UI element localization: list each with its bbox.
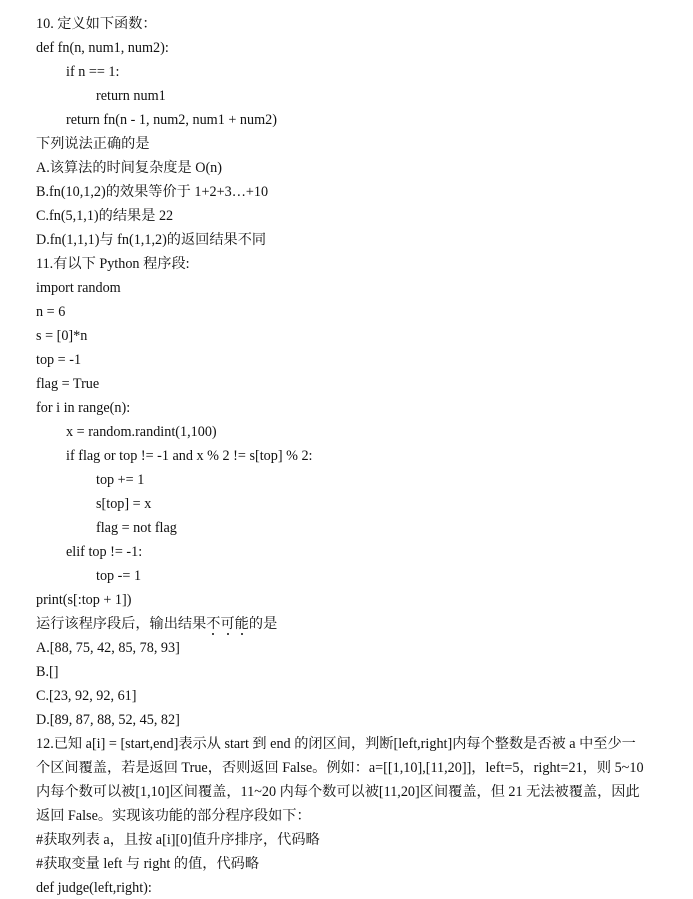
q10-code-line: def fn(n, num1, num2): bbox=[36, 40, 169, 56]
q11-code-line: x = random.randint(1,100) bbox=[66, 424, 217, 440]
emphasis-char: 能 bbox=[234, 616, 249, 632]
q11-option-a: A.[88, 75, 42, 85, 78, 93] bbox=[36, 640, 180, 656]
q11-code-line: print(s[:top + 1]) bbox=[36, 592, 132, 608]
q12-comment: #获取列表 a，且按 a[i][0]值升序排序，代码略 bbox=[36, 832, 320, 848]
q10-option-a: A.该算法的时间复杂度是 O(n) bbox=[36, 160, 223, 176]
q11-code-line: import random bbox=[36, 280, 121, 296]
q11-header: 11.有以下 Python 程序段: bbox=[36, 256, 190, 272]
q12-text-line: 12.已知 a[i] = [start,end]表示从 start 到 end 的闭区间，判断[left,right]内每个整数是否被 a 中至少一 bbox=[36, 736, 636, 752]
q10-option-c: C.fn(5,1,1)的结果是 22 bbox=[36, 208, 174, 224]
q12-text-line: 返回 False。实现该功能的部分程序段如下： bbox=[36, 808, 311, 824]
q11-code-line: flag = not flag bbox=[96, 520, 177, 536]
q11-code-line: flag = True bbox=[36, 376, 100, 392]
q11-option-d: D.[89, 87, 88, 52, 45, 82] bbox=[36, 712, 180, 728]
q11-code-line: s[top] = x bbox=[96, 496, 152, 512]
emphasis-char: 不 bbox=[206, 616, 221, 632]
q11-code-line: top = -1 bbox=[36, 352, 82, 368]
q11-code-line: top += 1 bbox=[96, 472, 145, 488]
q10-option-d: D.fn(1,1,1)与 fn(1,1,2)的返回结果不同 bbox=[36, 232, 267, 248]
q12-code-line: def judge(left,right): bbox=[36, 880, 152, 896]
q11-option-c: C.[23, 92, 92, 61] bbox=[36, 688, 137, 704]
q10-code-line: return num1 bbox=[96, 88, 166, 104]
q11-code-line: if flag or top != -1 and x % 2 != s[top] % 2: bbox=[66, 448, 313, 464]
q11-code-line: n = 6 bbox=[36, 304, 66, 320]
q11-prompt-text: 运行该程序段后，输出结果 bbox=[36, 616, 207, 632]
q11-prompt bbox=[36, 614, 277, 634]
emphasis-char: 可 bbox=[220, 616, 235, 632]
q10-option-b: B.fn(10,1,2)的效果等价于 1+2+3…+10 bbox=[36, 184, 269, 200]
q11-option-b: B.[] bbox=[36, 664, 59, 680]
q11-prompt-text: 的是 bbox=[248, 616, 278, 632]
q10-code-line: return fn(n - 1, num2, num1 + num2) bbox=[66, 112, 277, 128]
q12-comment: #获取变量 left 与 right 的值，代码略 bbox=[36, 856, 260, 872]
q11-code-line: top -= 1 bbox=[96, 568, 142, 584]
q11-code-line: elif top != -1: bbox=[66, 544, 143, 560]
q11-code-line: s = [0]*n bbox=[36, 328, 88, 344]
q12-text-line: 内每个数可以被[1,10]区间覆盖，11~20 内每个数可以被[11,20]区间覆盖，但 21 无法被覆盖，因此 bbox=[36, 784, 640, 800]
q10-code-line: if n == 1: bbox=[66, 64, 120, 80]
q12-text-line: 个区间覆盖，若是返回 True，否则返回 False。例如：a=[[1,10],[11,20]]，left=5，right=21，则 5~10 bbox=[36, 760, 644, 776]
q10-prompt: 下列说法正确的是 bbox=[36, 136, 150, 152]
q11-code-line: for i in range(n): bbox=[36, 400, 131, 416]
q10-header: 10. 定义如下函数： bbox=[36, 16, 157, 32]
